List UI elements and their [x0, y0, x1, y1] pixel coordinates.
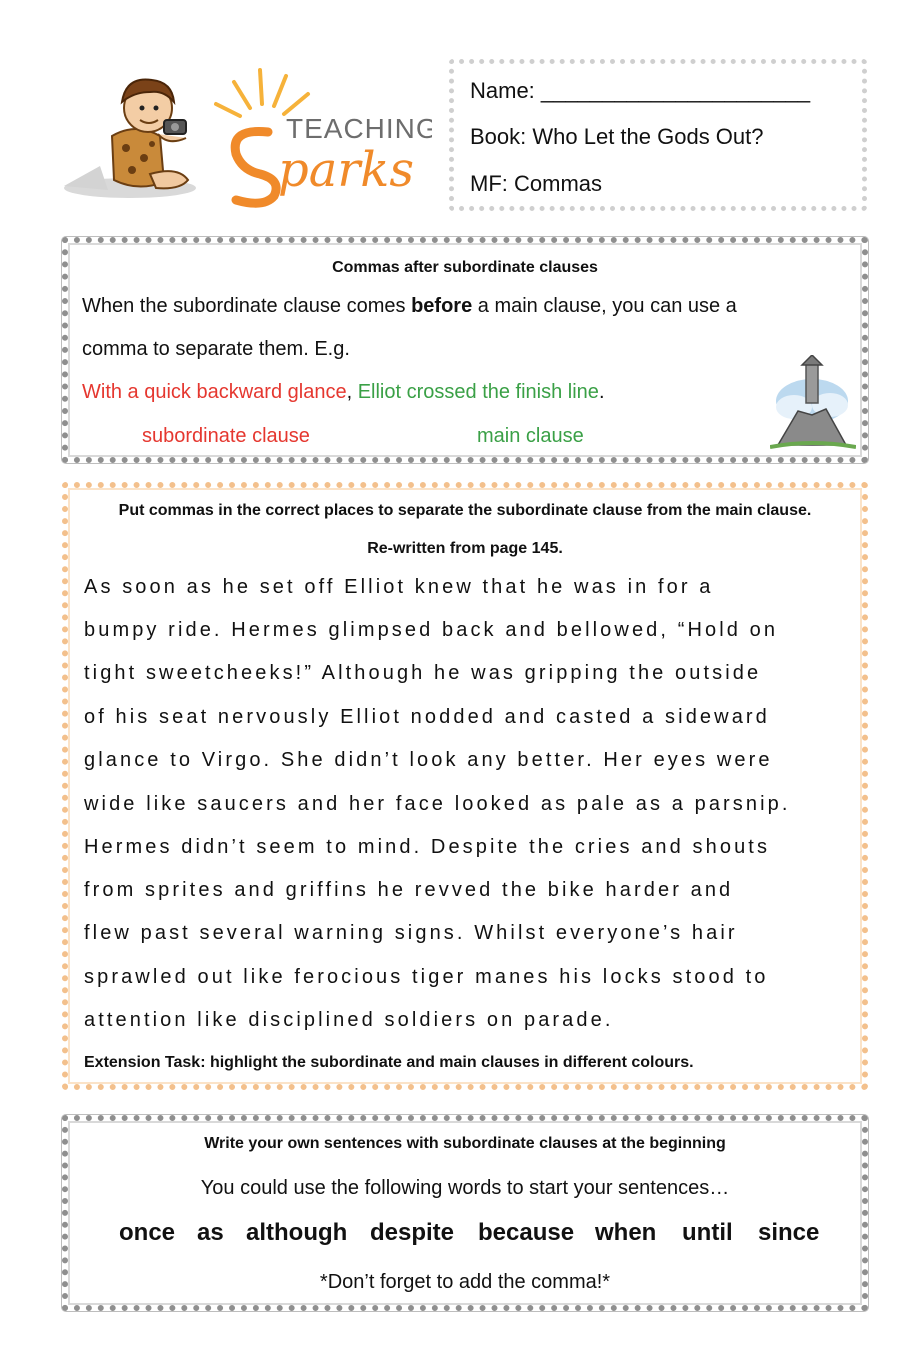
example-main-clause: Elliot crossed the finish line [352, 381, 599, 403]
starter-word: once [119, 1219, 176, 1246]
logo-text-top: TEACHING [286, 113, 432, 144]
exercise-instruction: Put commas in the correct places to separate the subordinate clause from the main clause. [118, 502, 812, 519]
passage-line: Hermes didn’t seem to mind. Despite the cries and shouts [84, 836, 771, 858]
passage-line: flew past several warning signs. Whilst everyone’s hair [84, 922, 738, 944]
label-main-clause: main clause [477, 425, 584, 447]
passage-line: As soon as he set off Elliot knew that he was in for a [84, 576, 714, 598]
starter-word: when [595, 1219, 657, 1246]
passage-line: glance to Virgo. She didn’t look any better. Her eyes were [84, 749, 773, 771]
passage-line: wide like saucers and her face looked as pale as a parsnip. [84, 793, 791, 815]
write-sentences-box [62, 1115, 868, 1311]
starter-word: since [758, 1219, 820, 1246]
write-subtitle: You could use the following words to start your sentences… [200, 1177, 730, 1199]
passage-line: sprawled out like ferocious tiger manes his locks stood to [84, 966, 769, 988]
book-title: Book: Who Let the Gods Out? [470, 124, 764, 149]
starter-word: although [246, 1219, 348, 1246]
example-sentence: With a quick backward glance, Elliot crossed the finish line. [82, 381, 605, 403]
emphasis-before: before [411, 295, 473, 317]
teaching-sparks-logo [60, 62, 432, 212]
mf-label: MF: Commas [470, 171, 602, 196]
passage-line: bumpy ride. Hermes glimpsed back and bellowed, “Hold on [84, 619, 779, 641]
extension-task: Extension Task: highlight the subordinate and main clauses in different colours. [84, 1054, 694, 1071]
passage-line: attention like disciplined soldiers on parade. [84, 1009, 614, 1031]
starter-word: because [478, 1219, 575, 1246]
rule-line-2: comma to separate them. E.g. [82, 338, 350, 360]
caveman-mascot-icon [60, 62, 432, 212]
comma-reminder: *Don’t forget to add the comma!* [319, 1271, 611, 1293]
starter-word: despite [370, 1219, 455, 1246]
rule-line-1: When the subordinate clause comes before a main clause, you can use a [82, 295, 737, 317]
passage-line: of his seat nervously Elliot nodded and casted a sideward [84, 706, 770, 728]
label-subordinate-clause: subordinate clause [142, 425, 310, 447]
rule-explanation-box [62, 237, 868, 463]
write-title: Write your own sentences with subordinate clauses at the beginning [204, 1135, 726, 1152]
exercise-source: Re-written from page 145. [367, 540, 563, 557]
starter-word: until [682, 1219, 733, 1246]
name-field[interactable]: Name: ______________________ [470, 78, 811, 103]
passage-line: tight sweetcheeks!” Although he was gripping the outside [84, 662, 762, 684]
example-subordinate-clause: With a quick backward glance [82, 381, 347, 403]
starter-word: as [197, 1219, 224, 1246]
passage-line: from sprites and griffins he revved the bike harder and [84, 879, 734, 901]
logo-text-bottom: parks [278, 142, 415, 198]
student-info-box [449, 59, 867, 211]
mount-olympus-tower-icon [770, 355, 856, 451]
exercise-box [62, 482, 868, 1090]
rule-title: Commas after subordinate clauses [332, 259, 598, 276]
